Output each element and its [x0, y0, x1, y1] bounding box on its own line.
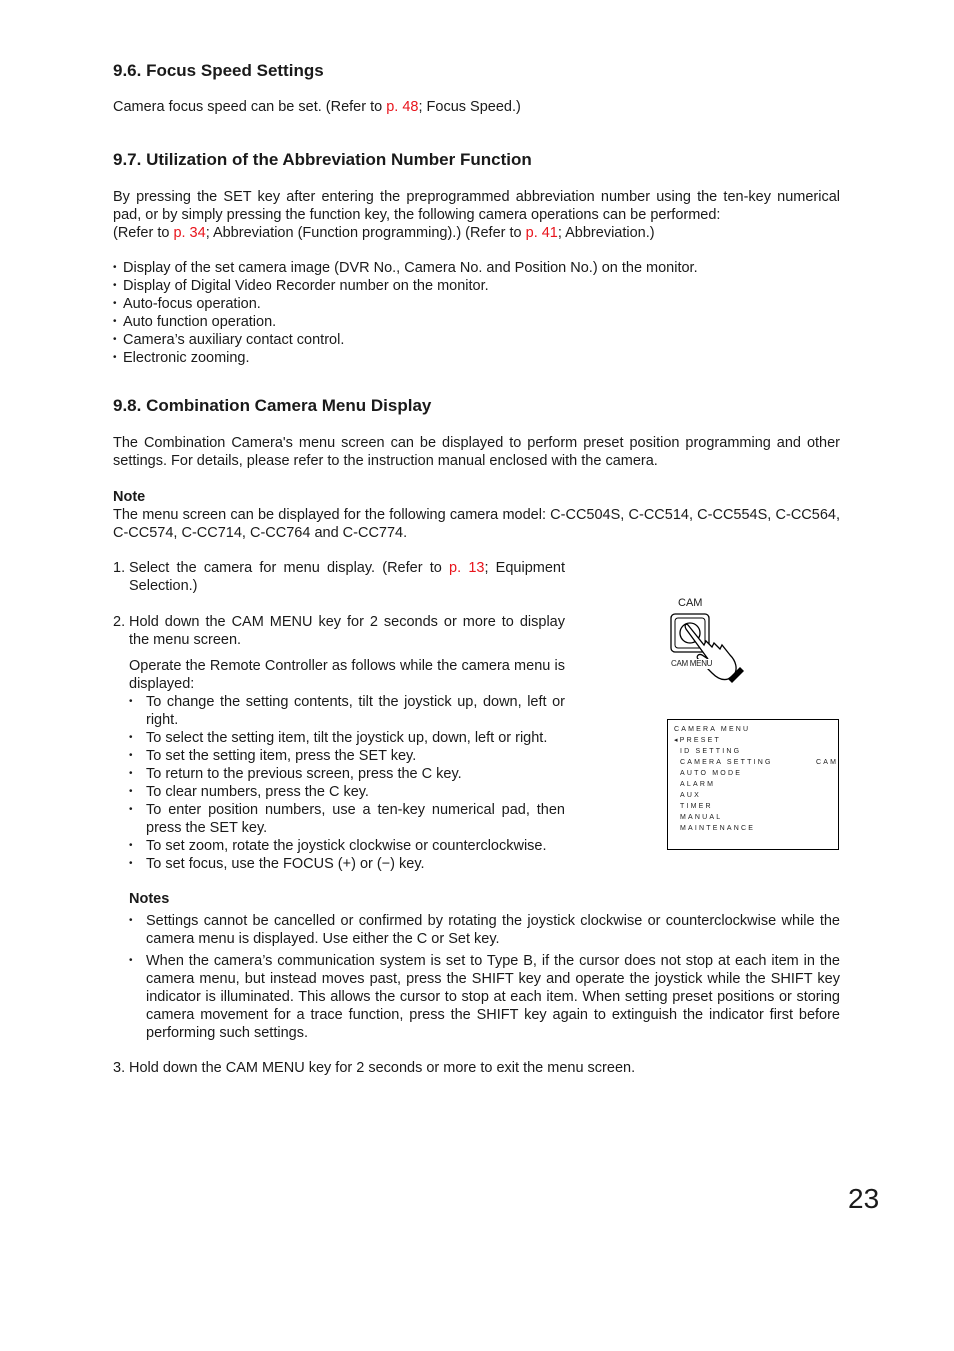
cam-menu-key-figure	[668, 597, 748, 687]
menu-item-preset: ◂PRESET	[674, 737, 721, 744]
menu-item-maintenance: MAINTENANCE	[680, 825, 756, 832]
camera-menu-title: CAMERA MENU	[674, 726, 751, 733]
ref-text-b: ; Abbreviation (Function programming).) (Refer to	[205, 225, 526, 241]
step-1-text-b: ; Equipment Selection.)	[129, 560, 565, 594]
step-number: 1.	[113, 560, 126, 576]
cam-menu-label: CAM MENU	[671, 659, 713, 668]
focus-speed-text	[113, 98, 840, 116]
list-item: • Settings cannot be cancelled or confirmed by rotating the joystick clockwise or counterclockwise while the camera menu is displayed. Use either the C or Set key.	[129, 912, 840, 948]
page-number: 23	[848, 1183, 880, 1214]
note-label: Note	[113, 489, 146, 505]
menu-item-auto-mode: AUTO MODE	[680, 770, 743, 777]
menu-item-id-setting: ID SETTING	[680, 748, 742, 755]
camera-menu-screen	[667, 719, 839, 850]
list-item: • Electronic zooming.	[113, 349, 840, 367]
step-number: 2.	[113, 614, 126, 630]
menu-item-aux: AUX	[680, 792, 701, 799]
list-item: • When the camera’s communication system is set to Type B, if the cursor does not stop at each item in the camera menu, but instead moves past, press the SHIFT key and operate the joystick while the SHIFT key indicator is illuminated. This allows the cursor to stop at each item. When setting preset positions or storing camera movement for a trace function, press the SHIFT key again to extinguish the indicator first before performing such settings.	[129, 952, 840, 1042]
list-item: • Auto-focus operation.	[113, 295, 840, 313]
step-1-text	[129, 559, 565, 595]
list-item: • To set the setting item, press the SET key.	[129, 747, 565, 765]
camera-setting-cam-tag: CAM	[816, 759, 839, 766]
menu-item-camera-setting: CAMERA SETTING	[680, 759, 773, 766]
step-2-text: Hold down the CAM MENU key for 2 seconds or more to display the menu screen.	[129, 614, 565, 648]
list-item: • Display of Digital Video Recorder number on the monitor.	[113, 277, 840, 295]
notes-label: Notes	[129, 891, 170, 907]
combination-menu-body: The Combination Camera's menu screen can be displayed to perform preset position programming and other settings. For details, please refer to the instruction manual enclosed with the camera.	[113, 435, 840, 469]
link-p13[interactable]: p. 13	[449, 560, 485, 576]
note-body: The menu screen can be displayed for the following camera model: C-CC504S, C-CC514, C-CC554S, C-CC564, C-CC574, C-CC714, C-CC764 and C-CC774.	[113, 507, 840, 541]
link-p41[interactable]: p. 41	[525, 225, 558, 241]
list-item: • Auto function operation.	[113, 313, 840, 331]
ref-text-a: (Refer to	[113, 225, 174, 241]
heading-combination-menu: 9.8. Combination Camera Menu Display	[113, 396, 432, 415]
abbreviation-refs	[113, 224, 840, 242]
heading-abbreviation: 9.7. Utilization of the Abbreviation Number Function	[113, 150, 532, 169]
menu-item-timer: TIMER	[680, 803, 713, 810]
list-item: • To enter position numbers, use a ten-key numerical pad, then press the SET key.	[129, 801, 565, 837]
list-item: • To select the setting item, tilt the joystick up, down, left or right.	[129, 729, 565, 747]
list-item: • Camera’s auxiliary contact control.	[113, 331, 840, 349]
remote-operations-list	[129, 693, 565, 873]
focus-speed-text-b: ; Focus Speed.)	[418, 99, 521, 115]
step-3-text: Hold down the CAM MENU key for 2 seconds or more to exit the menu screen.	[129, 1060, 636, 1076]
list-item: • To clear numbers, press the C key.	[129, 783, 565, 801]
list-item: • To set zoom, rotate the joystick clockwise or counterclockwise.	[129, 837, 565, 855]
menu-item-alarm: ALARM	[680, 781, 716, 788]
menu-item-manual: MANUAL	[680, 814, 723, 821]
abbreviation-body: By pressing the SET key after entering the preprogrammed abbreviation number using the ten-key numerical pad, or by simply pressing the function key, the following camera operations can be performed:	[113, 189, 840, 223]
link-p48[interactable]: p. 48	[386, 99, 419, 115]
step-2-subtext: Operate the Remote Controller as follows while the camera menu is displayed:	[129, 658, 565, 692]
step-number: 3.	[113, 1060, 126, 1076]
list-item: • To return to the previous screen, press the C key.	[129, 765, 565, 783]
link-p34[interactable]: p. 34	[173, 225, 206, 241]
cam-label: CAM	[678, 597, 703, 609]
abbreviation-operations-list	[113, 259, 840, 367]
ref-text-c: ; Abbreviation.)	[557, 225, 655, 241]
focus-speed-text-a: Camera focus speed can be set. (Refer to	[113, 99, 387, 115]
pressing-finger-icon	[684, 619, 746, 685]
step-1-text-a: Select the camera for menu display. (Refer to	[129, 560, 450, 576]
list-item: • Display of the set camera image (DVR No., Camera No. and Position No.) on the monitor.	[113, 259, 840, 277]
heading-focus-speed: 9.6. Focus Speed Settings	[113, 61, 324, 80]
notes-list	[129, 912, 840, 1042]
list-item: • To set focus, use the FOCUS (+) or (−) key.	[129, 855, 565, 873]
list-item: • To change the setting contents, tilt the joystick up, down, left or right.	[129, 693, 565, 729]
